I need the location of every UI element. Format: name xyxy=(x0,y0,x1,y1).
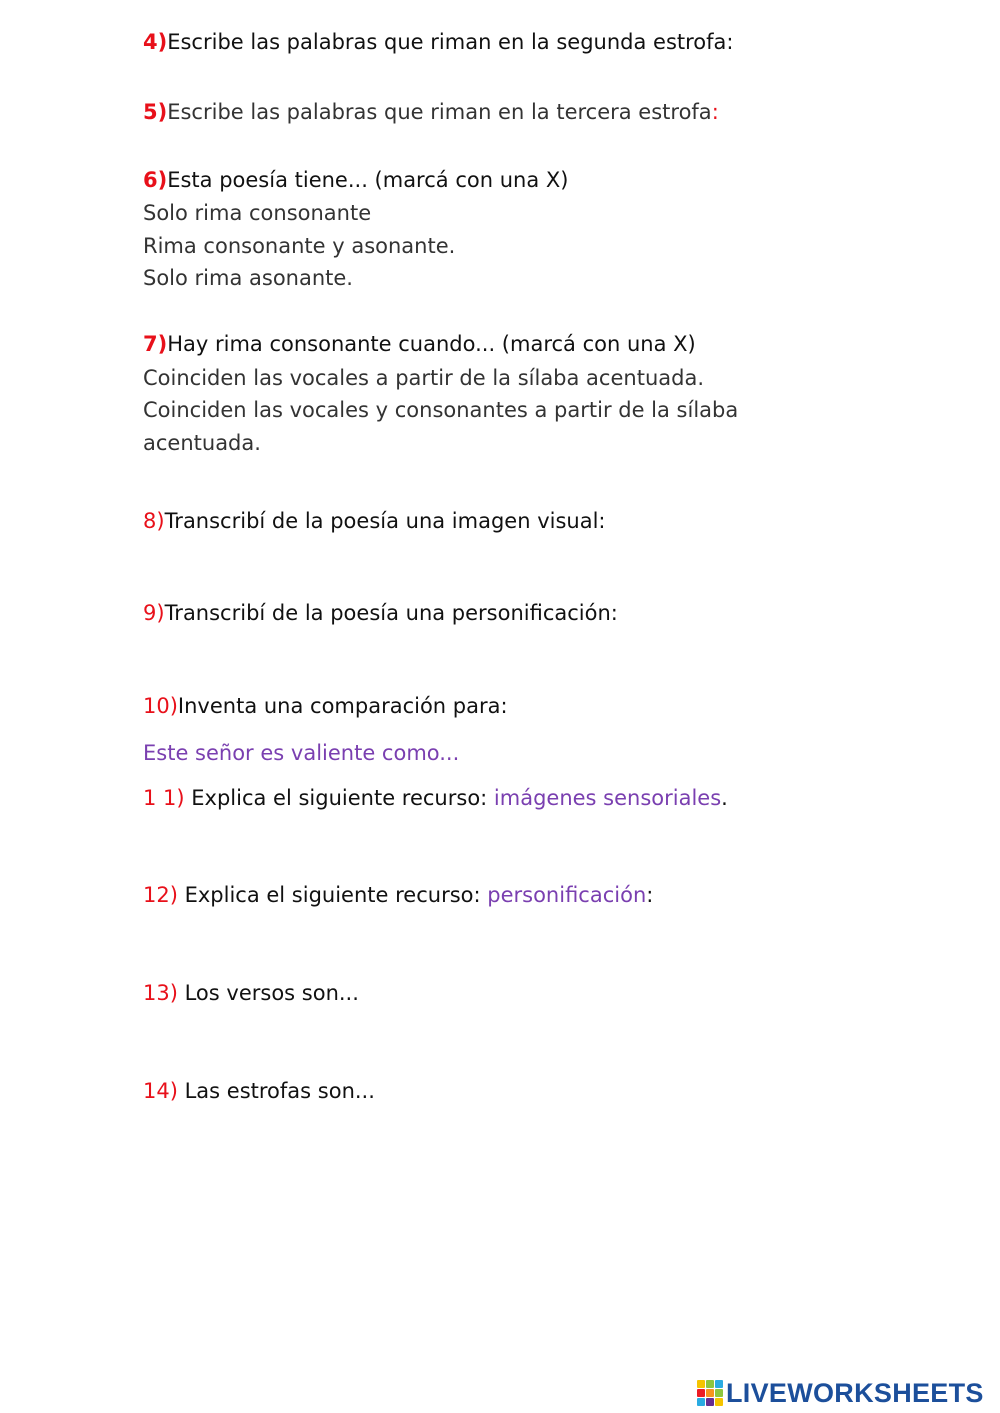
question-number: 8) xyxy=(143,509,165,533)
option-text: Rima consonante y asonante. xyxy=(143,234,456,258)
option-text: Solo rima consonante xyxy=(143,201,372,225)
question-7 xyxy=(143,330,696,358)
brand-name: LIVEWORKSHEETS xyxy=(726,1377,984,1408)
question-text: Inventa una comparación para: xyxy=(177,694,508,718)
question-number: 12) xyxy=(143,883,178,907)
liveworksheets-brand[interactable] xyxy=(697,1378,984,1408)
question-5 xyxy=(143,98,719,126)
option-text: Coinciden las vocales y consonantes a partir de la sílaba xyxy=(143,398,739,422)
question-number: 14) xyxy=(143,1079,178,1103)
question-number: 7) xyxy=(143,332,168,356)
resource-term: imágenes sensoriales xyxy=(493,786,722,810)
option-text: Coinciden las vocales a partir de la sílaba acentuada. xyxy=(143,366,704,390)
question-number: 5) xyxy=(143,100,168,124)
prompt-text: Este señor es valiente como... xyxy=(143,741,460,765)
option[interactable] xyxy=(143,264,353,292)
question-4 xyxy=(143,28,733,56)
question-number: 1 1) xyxy=(143,786,185,810)
question-number: 6) xyxy=(143,168,168,192)
question-text: Transcribí de la poesía una personificación: xyxy=(164,601,618,625)
option-text: acentuada. xyxy=(143,431,261,455)
question-text: Transcribí de la poesía una imagen visual: xyxy=(164,509,606,533)
question-9 xyxy=(143,599,618,627)
question-number: 9) xyxy=(143,601,165,625)
option[interactable] xyxy=(143,364,704,392)
resource-term: personificación xyxy=(487,883,647,907)
option[interactable] xyxy=(143,199,371,227)
question-text: Las estrofas son... xyxy=(177,1079,375,1103)
question-13 xyxy=(143,979,359,1007)
question-text: Esta poesía tiene... (marcá con una X) xyxy=(167,168,569,192)
question-text: Explica el siguiente recurso: xyxy=(184,786,494,810)
comparison-prompt xyxy=(143,739,459,767)
question-8 xyxy=(143,507,605,535)
question-6 xyxy=(143,166,568,194)
question-14 xyxy=(143,1077,375,1105)
option[interactable] xyxy=(143,232,455,260)
question-text: Explica el siguiente recurso: xyxy=(177,883,488,907)
question-colon: : xyxy=(711,100,719,124)
question-end: . xyxy=(721,786,728,810)
question-text: Hay rima consonante cuando... (marcá con una X) xyxy=(167,332,696,356)
question-end: : xyxy=(646,883,654,907)
option[interactable] xyxy=(143,396,738,424)
question-number: 13) xyxy=(143,981,178,1005)
option-continued xyxy=(143,429,261,457)
question-12 xyxy=(143,881,653,909)
question-number: 4) xyxy=(143,30,168,54)
question-number: 10) xyxy=(143,694,178,718)
option-text: Solo rima asonante. xyxy=(143,266,353,290)
liveworksheets-logo-icon xyxy=(697,1380,723,1406)
question-10 xyxy=(143,692,508,720)
question-text: Escribe las palabras que riman en la segunda estrofa: xyxy=(167,30,734,54)
question-11 xyxy=(143,784,728,812)
question-text: Los versos son... xyxy=(177,981,359,1005)
question-text: Escribe las palabras que riman en la tercera estrofa xyxy=(167,100,712,124)
